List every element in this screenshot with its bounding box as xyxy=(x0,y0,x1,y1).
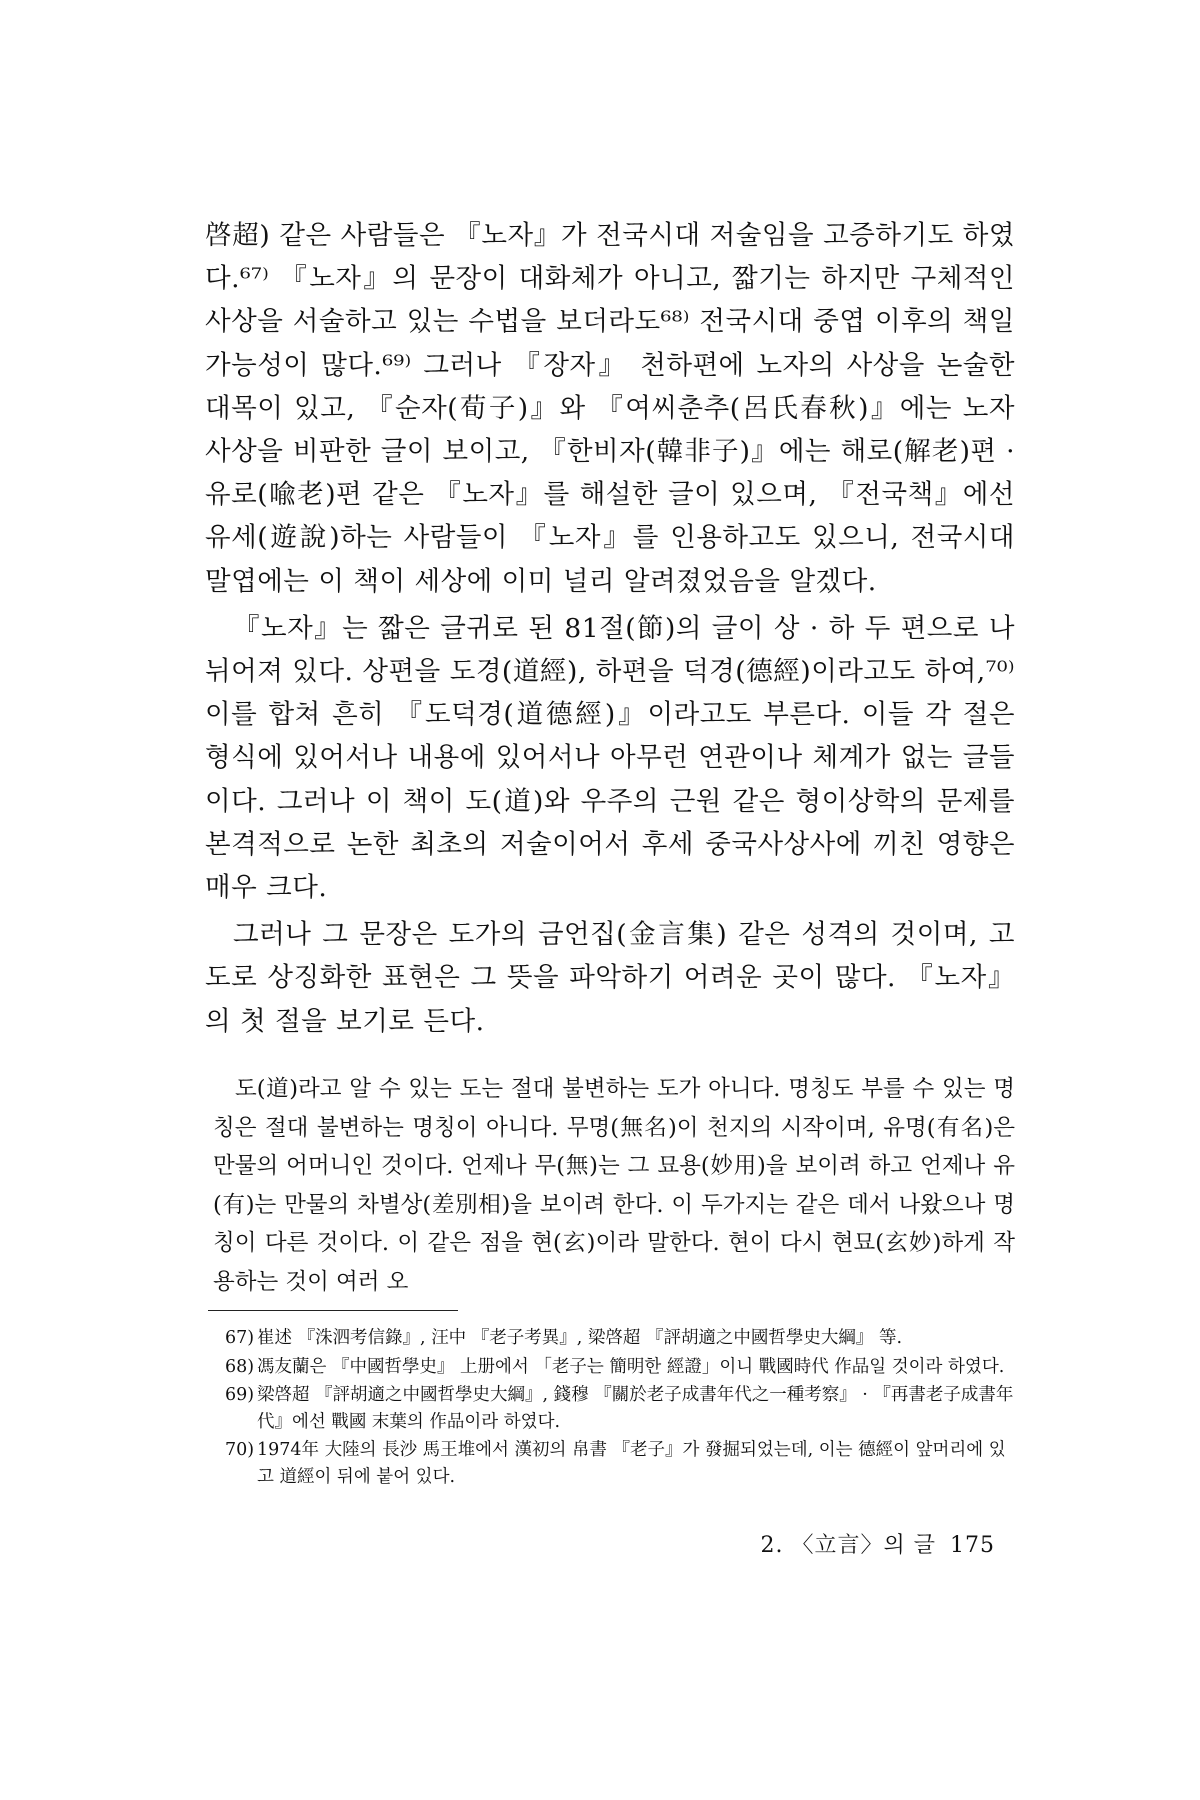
footnotes xyxy=(225,1325,1015,1492)
footnote-67 xyxy=(225,1325,1015,1352)
footnote-number: 67) xyxy=(225,1328,255,1348)
paragraph-1: 啓超) 같은 사람들은 『노자』가 전국시대 저술임을 고증하기도 하였다.⁶⁷⁾ 『노자』의 문장이 대화체가 아니고, 짧기는 하지만 구체적인 사상을 서술하고 있는 수법을 보더라도⁶⁸⁾ 전국시대 중엽 이후의 책일 가능성이 많다.⁶⁹⁾ 그러나 『장자』 천하편에 노자의 사상을 논술한 대목이 있고, 『순자(荀子)』와 『여씨춘추(呂氏春秋)』에는 노자 사상을 비판한 글이 보이고, 『한비자(韓非子)』에는 해로(解老)편 · 유로(喩老)편 같은 『노자』를 해설한 글이 있으며, 『전국책』에선 유세(遊說)하는 사람들이 『노자』를 인용하고도 있으니, 전국시대 말엽에는 이 책이 세상에 이미 널리 알려졌었음을 알겠다. xyxy=(205,220,1015,597)
footnote-number: 68) xyxy=(225,1356,255,1377)
page-number: 175 xyxy=(950,1533,995,1558)
footnote-69 xyxy=(225,1382,1015,1435)
paragraph-3: 그러나 그 문장은 도가의 금언집(金言集) 같은 성격의 것이며, 고도로 상징화한 표현은 그 뜻을 파악하기 어려운 곳이 많다. 『노자』의 첫 절을 보기로 든다. xyxy=(205,919,1015,1037)
footnote-68 xyxy=(225,1354,1015,1381)
footnote-text: 梁啓超 『評胡適之中國哲學史大綱』, 錢穆 『關於老子成書年代之一種考察』 · 『再書老子成書年代』에선 戰國 末葉의 作品이라 하였다. xyxy=(257,1385,1014,1432)
main-text xyxy=(205,214,1015,1043)
footnote-70 xyxy=(225,1437,1015,1490)
footnote-number: 69) xyxy=(225,1385,255,1405)
chapter-title: 2. 〈立言〉의 글 xyxy=(760,1533,936,1558)
footnote-number: 70) xyxy=(225,1440,255,1460)
quote-text: 도(道)라고 알 수 있는 도는 절대 불변하는 도가 아니다. 명칭도 부를 수 있는 명칭은 절대 불변하는 명칭이 아니다. 무명(無名)이 천지의 시작이며, 유명(有名)은 만물의 어머니인 것이다. 언제나 무(無)는 그 묘용(妙用)을 보이려 하고 언제나 유(有)는 만물의 차별상(差別相)을 보이려 한다. 이 두가지는 같은 데서 나왔으나 명칭이 다른 것이다. 이 같은 점을 현(玄)이라 말한다. 현이 다시 현묘(玄妙)하게 작용하는 것이 여러 오 xyxy=(213,1076,1015,1295)
footnote-text: 1974年 大陸의 長沙 馬王堆에서 漢初의 帛書 『老子』가 發掘되었는데, 이는 德經이 앞머리에 있고 道經이 뒤에 붙어 있다. xyxy=(257,1440,1006,1487)
footnote-text: 馮友蘭은 『中國哲學史』 上册에서 「老子는 簡明한 經證」이니 戰國時代 作品일 것이라 하였다. xyxy=(257,1356,1005,1377)
running-footer xyxy=(747,1528,995,1559)
paragraph-2: 『노자』는 짧은 글귀로 된 81절(節)의 글이 상 · 하 두 편으로 나뉘어져 있다. 상편을 도경(道經), 하편을 덕경(德經)이라고도 하여,⁷⁰⁾ 이를 합쳐 흔히 『도덕경(道德經)』이라고도 부른다. 이들 각 절은 형식에 있어서나 내용에 있어서나 아무런 연관이나 체계가 없는 글들이다. 그러나 이 책이 도(道)와 우주의 근원 같은 형이상학의 문제를 본격적으로 논한 최초의 저술이어서 후세 중국사상사에 끼친 영향은 매우 크다. xyxy=(205,612,1015,904)
quoted-passage xyxy=(213,1070,1015,1302)
footnote-text: 崔述 『洙泗考信錄』, 汪中 『老子考異』, 梁啓超 『評胡適之中國哲學史大綱』 等. xyxy=(257,1328,903,1348)
footnote-divider xyxy=(208,1310,458,1311)
